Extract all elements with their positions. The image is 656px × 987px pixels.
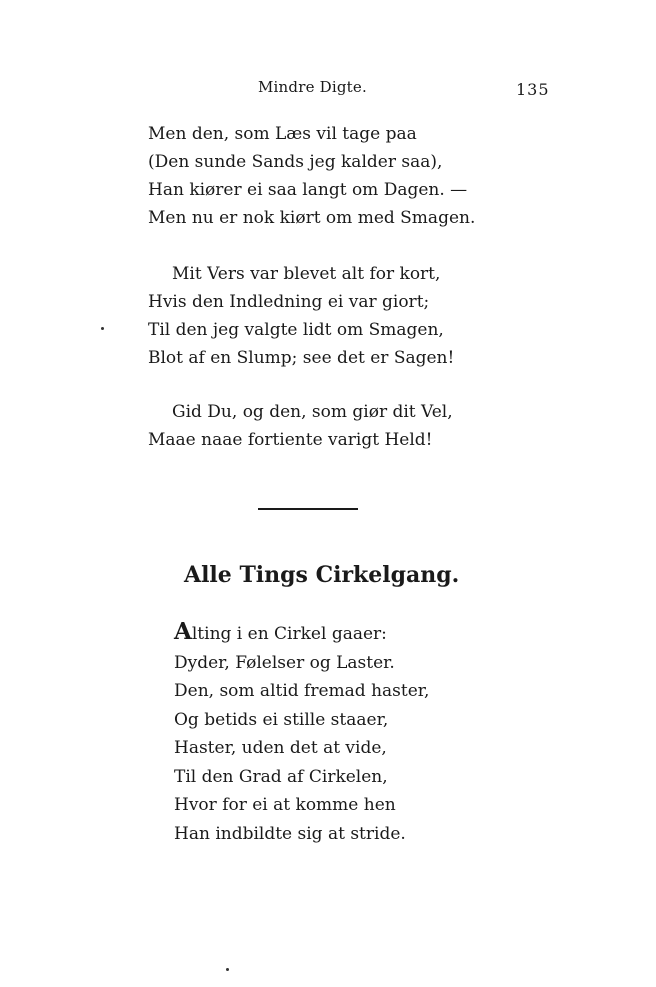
verse-line: Dyder, Følelser og Laster. — [174, 652, 395, 673]
verse-line: Den, som altid fremad haster, — [174, 681, 430, 701]
print-speck — [101, 327, 104, 330]
verse-line: Maae naae fortiente varigt Held! — [148, 430, 433, 450]
print-speck — [226, 968, 229, 971]
verse-line: Men nu er nok kiørt om med Smagen. — [148, 208, 476, 228]
verse-line-first — [174, 618, 429, 649]
poem-title: Alle Tings Cirkelgang. — [184, 562, 460, 588]
verse-line: Men den, som Læs vil tage paa — [148, 124, 417, 144]
stanza-2 — [148, 260, 454, 372]
section-divider — [258, 508, 358, 510]
page-number: 135 — [516, 80, 550, 99]
verse-line: Og betids ei stille staaer, — [174, 709, 389, 730]
verse-line: Hvis den Indledning ei var giort; — [148, 292, 430, 312]
drop-cap: A — [174, 618, 192, 645]
running-title: Mindre Digte. — [258, 78, 367, 96]
verse-line: Mit Vers var blevet alt for kort, — [172, 264, 441, 284]
verse-line: Han kiører ei saa langt om Dagen. — — [148, 180, 468, 200]
stanza-1 — [148, 120, 475, 232]
verse-line: Gid Du, og den, som giør dit Vel, — [172, 402, 453, 422]
verse-line: Til den jeg valgte lidt om Smagen, — [148, 320, 444, 340]
page-header — [0, 78, 656, 102]
poem-body — [174, 618, 429, 848]
verse-line: Haster, uden det at vide, — [174, 738, 387, 758]
first-line-text: lting i en Cirkel gaaer: — [191, 624, 387, 644]
verse-line: (Den sunde Sands jeg kalder saa), — [148, 152, 443, 172]
verse-line: Han indbildte sig at stride. — [174, 823, 406, 844]
verse-line: Til den Grad af Cirkelen, — [174, 766, 388, 787]
stanza-3 — [148, 398, 453, 454]
verse-line: Hvor for ei at komme hen — [174, 795, 396, 815]
verse-line: Blot af en Slump; see det er Sagen! — [148, 348, 455, 368]
